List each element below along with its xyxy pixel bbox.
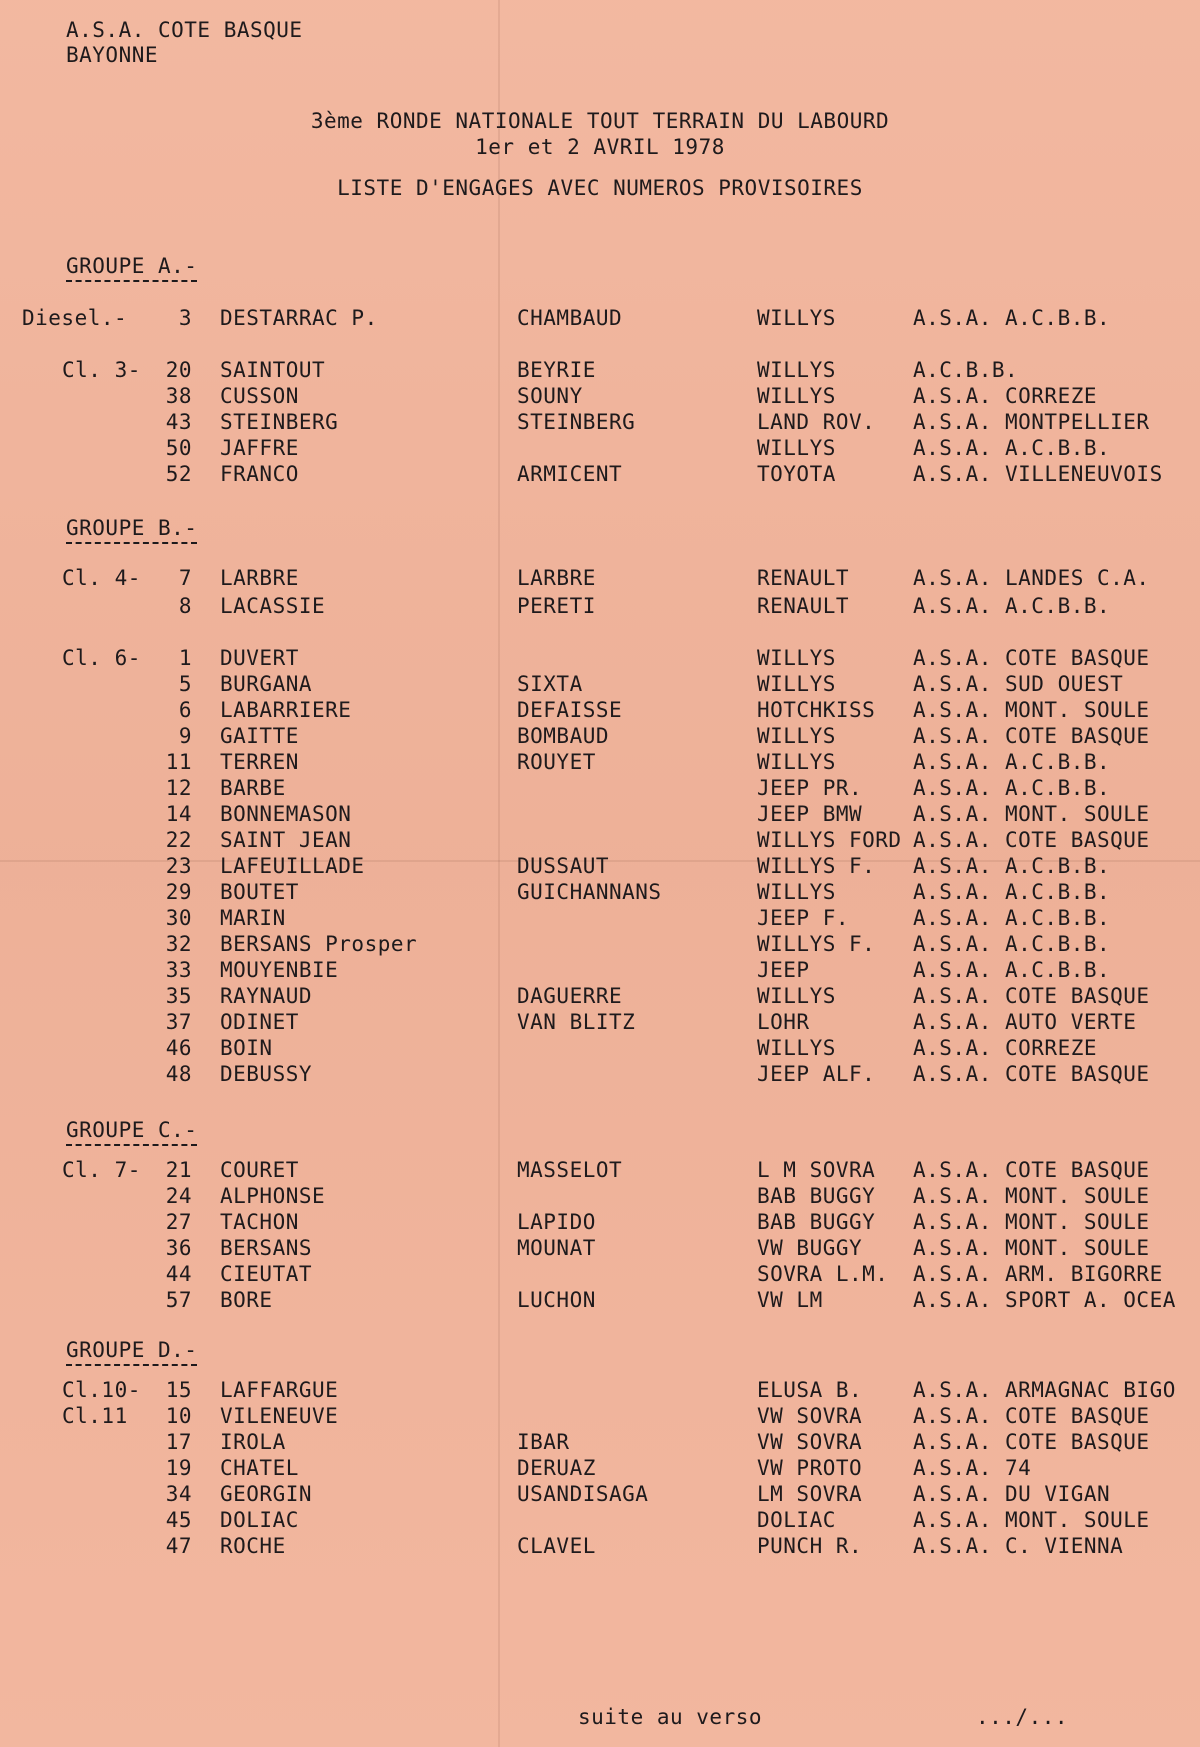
class-cell: Cl. 4- [62,566,141,590]
copilot-cell: GUICHANNANS [517,880,662,904]
pilot-cell: CHATEL [220,1456,299,1480]
number-cell: 23 [165,854,192,878]
vehicle-cell: JEEP [757,958,810,982]
pilot-cell: LAFFARGUE [220,1378,339,1402]
club-cell: A.S.A. MONT. SOULE [913,698,1150,722]
entry-row [0,960,1200,984]
club-cell: A.S.A. MONT. SOULE [913,1184,1150,1208]
pilot-cell: BOUTET [220,880,299,904]
number-cell: 15 [165,1378,192,1402]
number-cell: 5 [178,672,192,696]
vehicle-cell: JEEP PR. [757,776,863,800]
pilot-cell: DEBUSSY [220,1062,313,1086]
pilot-cell: LACASSIE [220,594,326,618]
group-b-title: GROUPE B.- [66,518,197,544]
vehicle-cell: WILLYS F. [757,854,876,878]
pilot-cell: FRANCO [220,462,299,486]
vehicle-cell: WILLYS [757,880,836,904]
entry-row [0,596,1200,620]
vehicle-cell: SOVRA L.M. [757,1262,889,1286]
club-cell: A.S.A. AUTO VERTE [913,1010,1137,1034]
vehicle-cell: L M SOVRA [757,1158,876,1182]
number-cell: 24 [165,1184,192,1208]
class-cell: Cl. 6- [62,646,141,670]
entry-row [0,700,1200,724]
number-cell: 21 [165,1158,192,1182]
copilot-cell: MASSELOT [517,1158,623,1182]
group-d-title: GROUPE D.- [66,1340,197,1366]
club-cell: A.S.A. A.C.B.B. [913,306,1111,330]
number-cell: 48 [165,1062,192,1086]
vehicle-cell: WILLYS [757,384,836,408]
entry-row [0,882,1200,906]
pilot-cell: ODINET [220,1010,299,1034]
vehicle-cell: LM SOVRA [757,1482,863,1506]
copilot-cell: CHAMBAUD [517,306,623,330]
club-cell: A.S.A. LANDES C.A. [913,566,1150,590]
number-cell: 34 [165,1482,192,1506]
copilot-cell: ARMICENT [517,462,623,486]
entry-row [0,1186,1200,1210]
pilot-cell: CIEUTAT [220,1262,313,1286]
vehicle-cell: JEEP ALF. [757,1062,876,1086]
entry-row [0,830,1200,854]
entry-row [0,856,1200,880]
entry-row [0,438,1200,462]
club-cell: A.S.A. A.C.B.B. [913,958,1111,982]
club-cell: A.C.B.B. [913,358,1019,382]
club-cell: A.S.A. SUD OUEST [913,672,1124,696]
pilot-cell: BERSANS [220,1236,313,1260]
pilot-cell: CUSSON [220,384,299,408]
vehicle-cell: TOYOTA [757,462,836,486]
entry-row [0,1484,1200,1508]
entry-row [0,1536,1200,1560]
copilot-cell: PERETI [517,594,596,618]
pilot-cell: RAYNAUD [220,984,313,1008]
club-cell: A.S.A. MONT. SOULE [913,1210,1150,1234]
club-cell: A.S.A. MONTPELLIER [913,410,1150,434]
entry-row [0,360,1200,384]
vehicle-cell: WILLYS FORD [757,828,902,852]
copilot-cell: LARBRE [517,566,596,590]
continued-note: suite au verso [578,1705,763,1729]
pilot-cell: BERSANS Prosper [220,932,418,956]
number-cell: 12 [165,776,192,800]
number-cell: 1 [178,646,192,670]
copilot-cell: SIXTA [517,672,583,696]
organizer-name: A.S.A. COTE BASQUE [66,18,303,42]
pilot-cell: GEORGIN [220,1482,313,1506]
event-dates: 1er et 2 AVRIL 1978 [475,135,725,159]
club-cell: A.S.A. MONT. SOULE [913,1236,1150,1260]
copilot-cell: ROUYET [517,750,596,774]
number-cell: 22 [165,828,192,852]
club-cell: A.S.A. COTE BASQUE [913,646,1150,670]
club-cell: A.S.A. A.C.B.B. [913,436,1111,460]
pilot-cell: STEINBERG [220,410,339,434]
club-cell: A.S.A. CORREZE [913,1036,1098,1060]
copilot-cell: SOUNY [517,384,583,408]
club-cell: A.S.A. CORREZE [913,384,1098,408]
number-cell: 57 [165,1288,192,1312]
club-cell: A.S.A. MONT. SOULE [913,1508,1150,1532]
pilot-cell: MARIN [220,906,286,930]
vehicle-cell: WILLYS [757,646,836,670]
number-cell: 36 [165,1236,192,1260]
copilot-cell: BOMBAUD [517,724,610,748]
vehicle-cell: VW BUGGY [757,1236,863,1260]
page-continuation-mark: .../... [976,1705,1069,1729]
pilot-cell: IROLA [220,1430,286,1454]
pilot-cell: TERREN [220,750,299,774]
number-cell: 50 [165,436,192,460]
pilot-cell: LAFEUILLADE [220,854,365,878]
number-cell: 8 [178,594,192,618]
pilot-cell: BOIN [220,1036,273,1060]
vehicle-cell: WILLYS [757,1036,836,1060]
number-cell: 43 [165,410,192,434]
vehicle-cell: VW PROTO [757,1456,863,1480]
entry-row [0,1264,1200,1288]
copilot-cell: DUSSAUT [517,854,610,878]
pilot-cell: ROCHE [220,1534,286,1558]
entry-row [0,778,1200,802]
group-a-title: GROUPE A.- [66,256,197,282]
pilot-cell: BURGANA [220,672,313,696]
number-cell: 29 [165,880,192,904]
copilot-cell: CLAVEL [517,1534,596,1558]
entry-row [0,1012,1200,1036]
entry-row [0,1432,1200,1456]
entry-row [0,308,1200,332]
club-cell: A.S.A. MONT. SOULE [913,802,1150,826]
entry-row [0,412,1200,436]
club-cell: A.S.A. COTE BASQUE [913,1158,1150,1182]
vehicle-cell: LAND ROV. [757,410,876,434]
pilot-cell: DOLIAC [220,1508,299,1532]
entry-row [0,1064,1200,1088]
number-cell: 44 [165,1262,192,1286]
vehicle-cell: BAB BUGGY [757,1210,876,1234]
vehicle-cell: WILLYS [757,306,836,330]
entry-row [0,934,1200,958]
club-cell: A.S.A. ARMAGNAC BIGO [913,1378,1176,1402]
number-cell: 52 [165,462,192,486]
vehicle-cell: WILLYS [757,672,836,696]
club-cell: A.S.A. VILLENEUVOIS [913,462,1163,486]
entry-row [0,804,1200,828]
club-cell: A.S.A. DU VIGAN [913,1482,1111,1506]
vehicle-cell: HOTCHKISS [757,698,876,722]
pilot-cell: BONNEMASON [220,802,352,826]
copilot-cell: BEYRIE [517,358,596,382]
number-cell: 19 [165,1456,192,1480]
pilot-cell: ALPHONSE [220,1184,326,1208]
club-cell: A.S.A. 74 [913,1456,1032,1480]
number-cell: 14 [165,802,192,826]
number-cell: 27 [165,1210,192,1234]
club-cell: A.S.A. A.C.B.B. [913,854,1111,878]
club-cell: A.S.A. A.C.B.B. [913,776,1111,800]
entry-row [0,1406,1200,1430]
vehicle-cell: WILLYS [757,358,836,382]
entry-row [0,1458,1200,1482]
copilot-cell: IBAR [517,1430,570,1454]
organizer-city: BAYONNE [66,43,159,67]
copilot-cell: STEINBERG [517,410,636,434]
club-cell: A.S.A. A.C.B.B. [913,750,1111,774]
club-cell: A.S.A. COTE BASQUE [913,1430,1150,1454]
pilot-cell: JAFFRE [220,436,299,460]
pilot-cell: DUVERT [220,646,299,670]
vehicle-cell: VW SOVRA [757,1430,863,1454]
copilot-cell: DEFAISSE [517,698,623,722]
copilot-cell: USANDISAGA [517,1482,649,1506]
vehicle-cell: WILLYS [757,724,836,748]
number-cell: 35 [165,984,192,1008]
group-c-title: GROUPE C.- [66,1120,197,1146]
club-cell: A.S.A. A.C.B.B. [913,594,1111,618]
vehicle-cell: WILLYS F. [757,932,876,956]
number-cell: 3 [178,306,192,330]
number-cell: 47 [165,1534,192,1558]
class-cell: Cl. 3- [62,358,141,382]
copilot-cell: VAN BLITZ [517,1010,636,1034]
number-cell: 11 [165,750,192,774]
club-cell: A.S.A. SPORT A. OCEA [913,1288,1176,1312]
pilot-cell: BARBE [220,776,286,800]
entry-row [0,674,1200,698]
entry-row [0,752,1200,776]
vehicle-cell: JEEP BMW [757,802,863,826]
pilot-cell: LABARRIERE [220,698,352,722]
pilot-cell: BORE [220,1288,273,1312]
club-cell: A.S.A. C. VIENNA [913,1534,1124,1558]
number-cell: 6 [178,698,192,722]
entry-row [0,1510,1200,1534]
event-title: 3ème RONDE NATIONALE TOUT TERRAIN DU LABOURD [310,109,890,133]
list-subtitle: LISTE D'ENGAGES AVEC NUMEROS PROVISOIRES [337,176,863,200]
number-cell: 30 [165,906,192,930]
vehicle-cell: WILLYS [757,436,836,460]
vehicle-cell: ELUSA B. [757,1378,863,1402]
copilot-cell: MOUNAT [517,1236,596,1260]
number-cell: 10 [165,1404,192,1428]
pilot-cell: COURET [220,1158,299,1182]
pilot-cell: DESTARRAC P. [220,306,378,330]
vehicle-cell: BAB BUGGY [757,1184,876,1208]
entry-row [0,648,1200,672]
entry-row [0,386,1200,410]
vehicle-cell: DOLIAC [757,1508,836,1532]
number-cell: 20 [165,358,192,382]
club-cell: A.S.A. COTE BASQUE [913,724,1150,748]
entry-row [0,986,1200,1010]
entry-row [0,726,1200,750]
club-cell: A.S.A. COTE BASQUE [913,828,1150,852]
class-cell: Cl. 7- [62,1158,141,1182]
number-cell: 46 [165,1036,192,1060]
number-cell: 38 [165,384,192,408]
club-cell: A.S.A. A.C.B.B. [913,880,1111,904]
vehicle-cell: JEEP F. [757,906,850,930]
club-cell: A.S.A. ARM. BIGORRE [913,1262,1163,1286]
vehicle-cell: LOHR [757,1010,810,1034]
entry-row [0,1238,1200,1262]
entry-row [0,464,1200,488]
club-cell: A.S.A. COTE BASQUE [913,1062,1150,1086]
vehicle-cell: VW SOVRA [757,1404,863,1428]
number-cell: 37 [165,1010,192,1034]
number-cell: 33 [165,958,192,982]
number-cell: 9 [178,724,192,748]
number-cell: 7 [178,566,192,590]
pilot-cell: VILENEUVE [220,1404,339,1428]
entry-row [0,1380,1200,1404]
pilot-cell: SAINTOUT [220,358,326,382]
copilot-cell: LUCHON [517,1288,596,1312]
class-cell: Cl.10- [62,1378,141,1402]
number-cell: 17 [165,1430,192,1454]
entry-row [0,1290,1200,1314]
pilot-cell: SAINT JEAN [220,828,352,852]
class-cell: Cl.11 [62,1404,128,1428]
vehicle-cell: VW LM [757,1288,823,1312]
club-cell: A.S.A. A.C.B.B. [913,932,1111,956]
entry-row [0,908,1200,932]
pilot-cell: GAITTE [220,724,299,748]
vehicle-cell: PUNCH R. [757,1534,863,1558]
vehicle-cell: WILLYS [757,984,836,1008]
pilot-cell: LARBRE [220,566,299,590]
vehicle-cell: RENAULT [757,594,850,618]
pilot-cell: TACHON [220,1210,299,1234]
club-cell: A.S.A. COTE BASQUE [913,1404,1150,1428]
number-cell: 32 [165,932,192,956]
entry-row [0,1038,1200,1062]
copilot-cell: LAPIDO [517,1210,596,1234]
entry-row [0,1160,1200,1184]
copilot-cell: DERUAZ [517,1456,596,1480]
class-cell: Diesel.- [22,306,128,330]
club-cell: A.S.A. COTE BASQUE [913,984,1150,1008]
vehicle-cell: RENAULT [757,566,850,590]
vehicle-cell: WILLYS [757,750,836,774]
entry-row [0,568,1200,592]
pilot-cell: MOUYENBIE [220,958,339,982]
club-cell: A.S.A. A.C.B.B. [913,906,1111,930]
number-cell: 45 [165,1508,192,1532]
entry-row [0,1212,1200,1236]
copilot-cell: DAGUERRE [517,984,623,1008]
